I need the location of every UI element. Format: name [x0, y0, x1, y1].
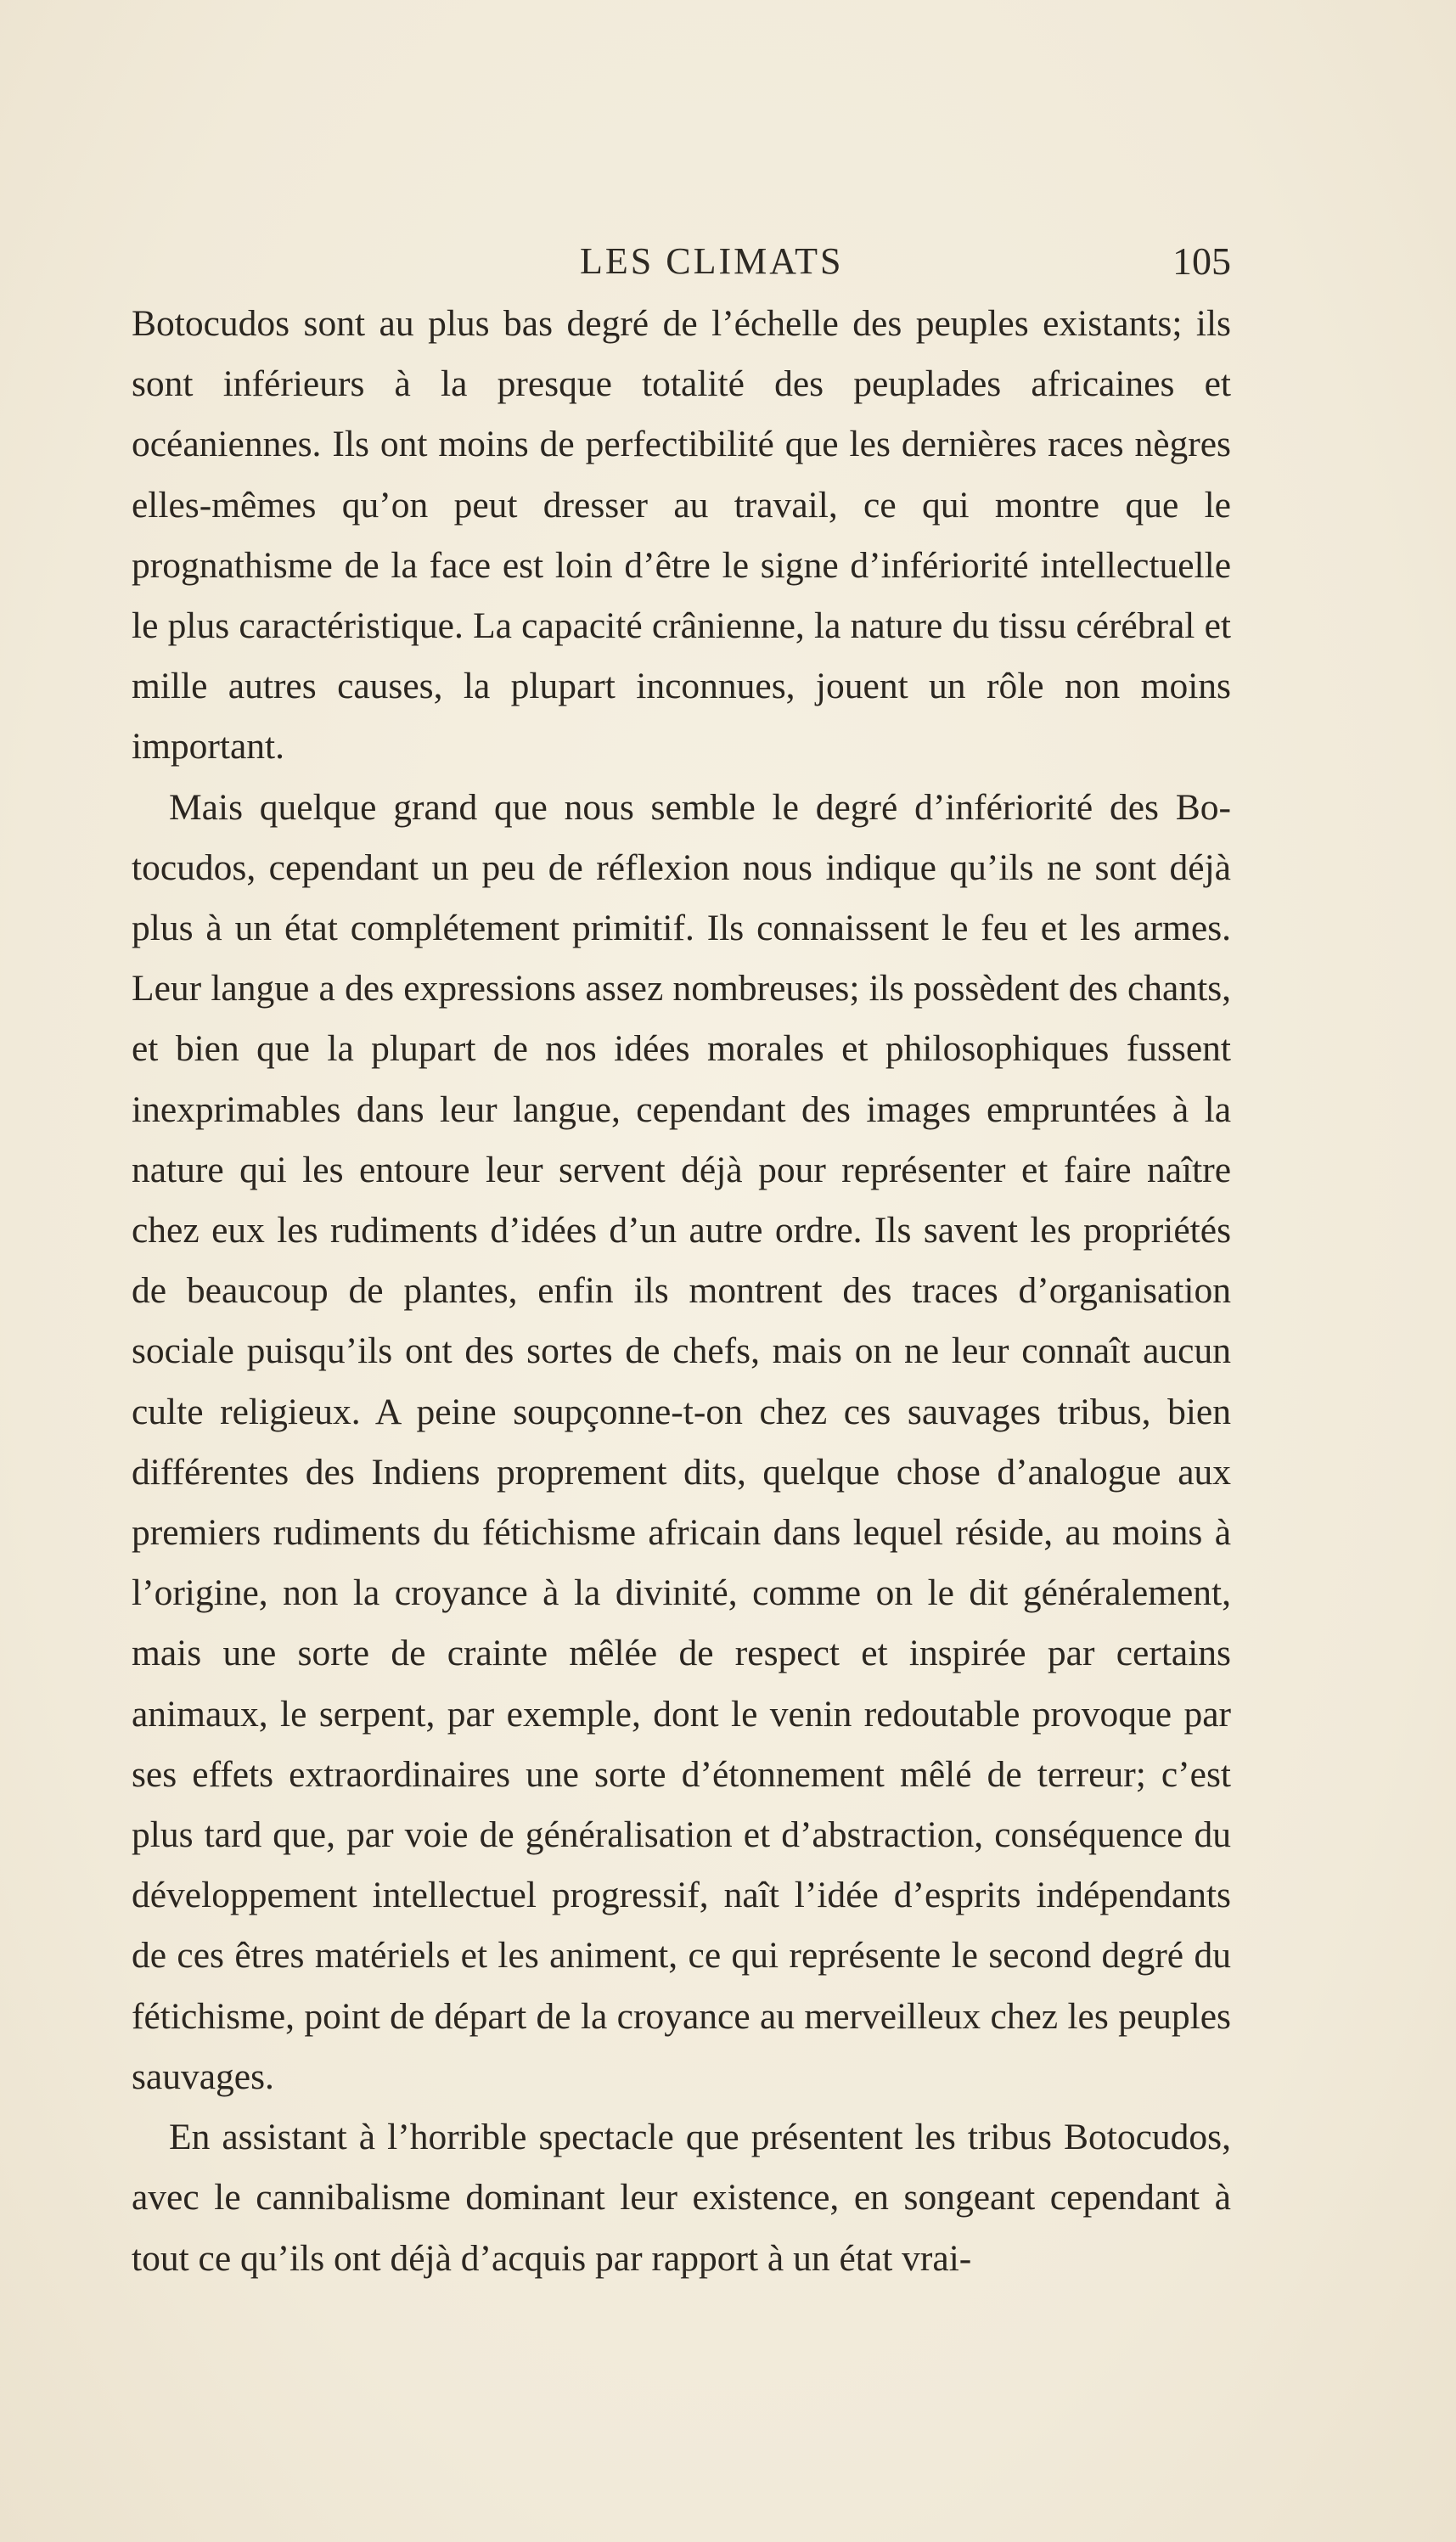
page-header — [127, 228, 1231, 295]
paragraph-3: En assistant à l’horrible spectacle que présentent les tribus Botocudos, avec le cannibalisme dominant leur existence, en songeant cependant à tout ce qu’ils ont déjà d’acquis par rapport à un état vrai- — [132, 2117, 1231, 2279]
paragraph-2: Mais quelque grand que nous semble le degré d’infériorité des Botocudos, cependant un peu de réflexion nous indique qu’ils ne sont déjà plus à un état complétement primitif. Ils connaissent le feu et les armes. Leur langue a des expressions assez nombreuses; ils possèdent des chants, et bien que la plupart de nos idées morales et philosophiques fussent inexprimables dans leur langue, cependant des images empruntées à la nature qui les entoure leur servent déjà pour représenter et faire naître chez eux les rudiments d’idées d’un autre ordre. Ils savent les propriétés de beaucoup de plantes, enfin ils montrent des traces d’organisation sociale puisqu’ils ont des sortes de chefs, mais on ne leur connaît aucun culte religieux. A peine soupçonne-t-on chez ces sauvages tribus, bien différentes des Indiens proprement dits, quelque chose d’analogue aux premiers rudiments du fétichisme africain dans lequel réside, au moins à l’origine, non la croyance à la divinité, comme on le dit généralement, mais une sorte de crainte mêlée de respect et inspirée par certains animaux, le serpent, par exemple, dont le venin redoutable provoque par ses effets extraordinaires une sorte d’étonnement mêlé de terreur; c’est plus tard que, par voie de généralisation et d’abstraction, conséquence du développement intellectuel progressif, naît l’idée d’esprits indépendants de ces êtres matériels et les animent, ce qui représente le second degré du fétichisme, point de départ de la croyance au merveilleux chez les peuples sauvages. — [132, 786, 1231, 2097]
body-text — [132, 294, 1231, 2289]
running-title: LES CLIMATS — [580, 240, 844, 282]
paragraph-1: Botocudos sont au plus bas degré de l’échelle des peuples existants; ils sont inférieurs à la presque totalité des peuplades africaines et océaniennes. Ils ont moins de perfectibilité que les dernières races nègres elles-mêmes qu’on peut dresser au travail, ce qui montre que le prognathisme de la face est loin d’être le signe d’infériorité intellectuelle le plus caractéristique. La capacité crânienne, la nature du tissu cérébral et mille autres causes, la plupart inconnues, jouent un rôle non moins important. — [132, 303, 1231, 768]
page-number: 105 — [1172, 239, 1231, 283]
